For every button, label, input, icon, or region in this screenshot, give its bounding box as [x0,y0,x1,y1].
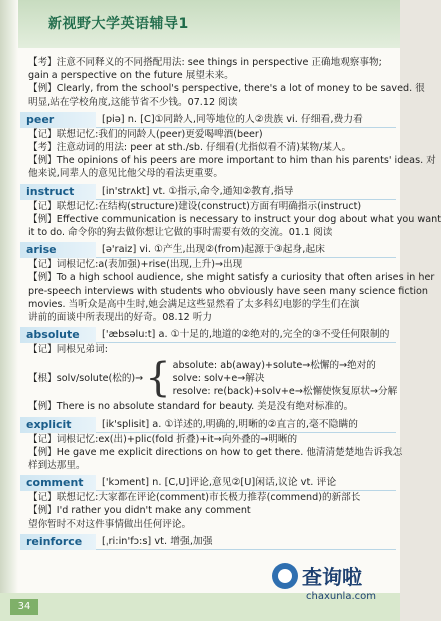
instruct-line-1: 【记】联想记忆:在结构(structure)建设(construct)方面有明确指示(instruct) [28,200,362,212]
branch-absolute: absolute: ab(away)+solute→松懈的→绝对的 [172,359,376,371]
peer-line-1: 【记】联想记忆:我们的同龄人(peer)更爱喝啤酒(beer) [28,128,263,140]
arise-line-3: pre-speech interviews with students who obviously have seen many science fiction [28,285,428,297]
headword-comment: comment [20,475,96,491]
page-header [18,0,400,48]
absolute-line-1: 【记】同根兄弟词: [28,344,108,356]
headword-peer: peer [20,112,96,128]
page-spine [0,0,18,621]
entry-peer [26,112,436,181]
word-root: 【根】solv/solute(松的)→ [28,372,144,384]
instruct-line-3: it to do. 命令你的狗去做你想让它做的事时需要有效的交流。01.1 阅读 [28,227,333,239]
definition-reinforce: [ˌri:in'fɔ:s] vt. 增强,加强 [96,534,396,550]
entry-absolute [28,327,396,413]
instruct-line-2: 【例】Effective communication is necessary to instruct your dog about what you want [28,213,441,225]
page-content [26,56,441,550]
arise-line-5: 讲前的面谈中所表现出的好奇。08.12 听力 [28,312,213,324]
entry-reinforce [28,534,396,550]
definition-comment: ['kɔment] n. [C,U]评论,意见②[U]闲话,议论 vt. 评论 [96,475,396,491]
entry-instruct [26,184,441,240]
word-root-tree [28,355,398,402]
intro-line-1: 【考】注意不同释义的不同搭配用法: see things in perspective 正确地观察事物; [28,57,382,68]
headword-absolute: absolute [20,327,96,343]
branch-resolve: resolve: re(back)+solv+e→松懈使恢复原状→分解 [172,386,398,398]
headword-arise: arise [20,242,96,258]
definition-arise: [ə'raiz] vi. ①产生,出现②(from)起源于③起身,起床 [96,242,396,258]
entry-arise [26,242,435,324]
arise-line-1: 【记】词根记忆:a(表加强)+rise(出现,上升)→出现 [28,259,243,271]
page-number: 34 [10,599,38,615]
brace-icon: { [145,355,171,402]
magnifier-icon [272,563,298,589]
headword-instruct: instruct [20,184,96,200]
definition-explicit: [ik'splisit] a. ①详述的,明确的,明晰的②直言的,毫不隐瞒的 [96,417,396,433]
absolute-line-2: 【例】There is no absolute standard for beauty. 美是没有绝对标准的。 [28,401,354,413]
comment-line-1: 【记】联想记忆:大家都在评论(comment)市长极力推荐(commend)的新部长 [28,492,361,504]
headword-explicit: explicit [20,417,96,433]
comment-line-2: 【例】I'd rather you didn't make any comment [28,505,251,517]
watermark-text: 查询啦 [302,565,362,589]
intro-line-2: gain a perspective on the future 展望未来。 [28,70,234,82]
explicit-line-1: 【记】词根记忆:ex(出)+plic(fold 折叠)+it→向外叠的→明晰的 [28,433,298,445]
intro-line-4: 明显,站在学校角度,这能节省不少钱。07.12 阅读 [28,96,238,108]
entry-explicit [26,417,403,473]
arise-line-2: 【例】To a high school audience, she might satisfy a curiosity that often arises in her [28,272,435,284]
peer-line-3: 【例】The opinions of his peers are more important to him than his parents' ideas. 对 [28,155,436,167]
watermark-url: chaxunla.com [306,591,376,602]
headword-reinforce: reinforce [20,534,96,550]
arise-line-4: movies. 当听众是高中生时,她会满足这些显然看了太多科幻电影的学生们在演 [28,298,360,310]
branch-solve: solve: solv+e→解决 [172,372,265,384]
peer-line-4: 他来说,同辈人的意见比他父母的看法更重要。 [28,168,223,180]
definition-instruct: [in'strʌkt] vt. ①指示,命令,通知②教育,指导 [96,184,396,200]
watermark-logo [272,557,392,613]
entry-comment [28,475,396,531]
intro-line-3: 【例】Clearly, from the school's perspective, there's a lot of money to be saved. 很 [28,83,425,95]
peer-line-2: 【考】注意动词的用法: peer at sth./sb. 仔细看(尤指似看不清)某物/某人。 [28,142,352,154]
comment-line-3: 望你暂时不对这件事情做出任何评论。 [28,518,192,530]
explicit-line-2: 【例】He gave me explicit directions on how to get there. 他清清楚楚地告诉我怎 [28,446,403,458]
definition-peer: [piə] n. [C]①同龄人,同等地位的人②贵族 vi. 仔细看,费力看 [96,112,396,128]
explicit-line-3: 样到达那里。 [28,460,86,472]
book-title: 新视野大学英语辅导1 [48,16,189,32]
definition-absolute: ['æbsəlu:t] a. ①十足的,地道的②绝对的,完全的③不受任何限制的 [96,327,396,343]
